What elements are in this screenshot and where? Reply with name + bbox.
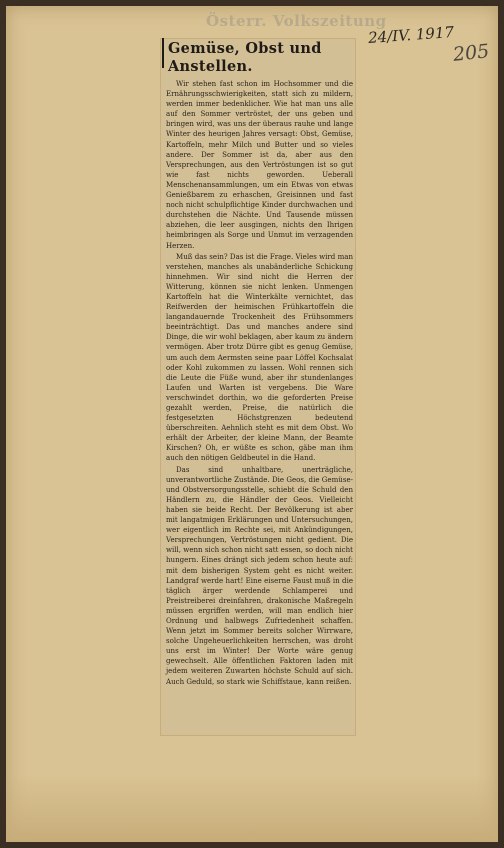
- article-headline: Gemüse, Obst und Anstellen.: [168, 40, 322, 75]
- clipping-edge-rule: [162, 38, 164, 68]
- article-body: [166, 79, 353, 688]
- newspaper-masthead: Österr. Volkszeitung: [206, 12, 387, 30]
- article-paragraph-3: Das sind unhaltbare, unerträgliche, unverantwortliche Zustände. Die Geos, die Gemüse- und Obstversorgungsstelle, schiebt die Schuld den Händlern zu, die Händler der Geos. Vielleicht haben sie beide Recht. Der Bevölkerung ist aber mit langatmigen Erklärungen und Untersuchungen, wer eigentlich im Rechte sei, mit Ankündigungen, Versprechungen, Vertröstungen nicht gedient. Die will, wenn sich schon nicht satt essen, so doch nicht hungern. Eines drängt sich jedem schon heute auf: mit dem bisherigen System geht es nicht weiter. Landgraf werde hart! Eine eiserne Faust muß in die täglich ärger werdende Schlamperei und Preistreiberei dreinfahren, drakonische Maßregeln müssen ergriffen werden, will man endlich hier Ordnung und halbwegs Zufriedenheit schaffen. Wenn jetzt im Sommer bereits solcher Wirrware, solche Ungeheuerlichkeiten herrschen, was droht uns erst im Winter! Der Worte wäre genug gewechselt. Alle öffentlichen Faktoren laden mit jedem weiteren Zuwarten höchste Schuld auf sich. Auch Geduld, so stark wie Schiffstaue, kann reißen.: [166, 464, 353, 686]
- handwritten-date: 24/IV. 1917: [367, 23, 455, 47]
- article-paragraph-1: Wir stehen fast schon im Hochsommer und die Ernährungsschwierigkeiten, statt sich zu mildern, werden immer bedenklicher. Wie hat man uns alle auf den Sommer vertröstet, der uns geben und bringen wird, was uns der überaus rauhe und lange Winter des heurigen Jahres versagt: Obst, Gemüse, Kartoffeln, mehr Milch und Butter und so vieles andere. Der Sommer ist da, aber aus den Versprechungen, aus den Vertröstungen ist so gut wie fast nichts geworden. Ueberall Menschenansammlungen, um ein Etwas von etwas Genießbarem zu erhaschen, Greisinnen und fast noch nicht schulpflichtige Kinder durchwachen und durchstehen die Nächte. Und Tausende müssen abziehen, die leer ausgingen, nichts den Ihrigen heimbringen als Sorge und Unmut im verzagenden Herzen.: [166, 79, 353, 250]
- article-paragraph-2: Muß das sein? Das ist die Frage. Vieles wird man verstehen, manches als unabänderliche Schickung hinnehmen. Wir sind nicht die Herren der Witterung, können sie nicht lenken. Unmengen Kartoffeln hat die Winterkälte vernichtet, das Reifwerden der heimischen Frühkartoffeln die langandauernde Trockenheit des Frühsommers beeinträchtigt. Das und manches andere sind Dinge, die wir wohl beklagen, aber kaum zu ändern vermögen. Aber trotz Dürre gibt es genug Gemüse, um auch dem Aermsten seine paar Löffel Kochsalat oder Kohl zukommen zu lassen. Wohl rennen sich die Leute die Füße wund, aber ihr stundenlanges Laufen und Warten ist vergebens. Die Ware verschwindet dorthin, wo die geforderten Preise gezahlt werden, Preise, die natürlich die festgesetzten Höchstgrenzen bedeutend überschreiten. Aehnlich steht es mit dem Obst. Wo erhält der Arbeiter, der kleine Mann, der Beamte Kirschen? Oh, er wüßte es schon, gäbe man ihm auch den nötigen Geldbeutel in die Hand.: [166, 251, 353, 463]
- handwritten-page-number: 205: [451, 40, 491, 66]
